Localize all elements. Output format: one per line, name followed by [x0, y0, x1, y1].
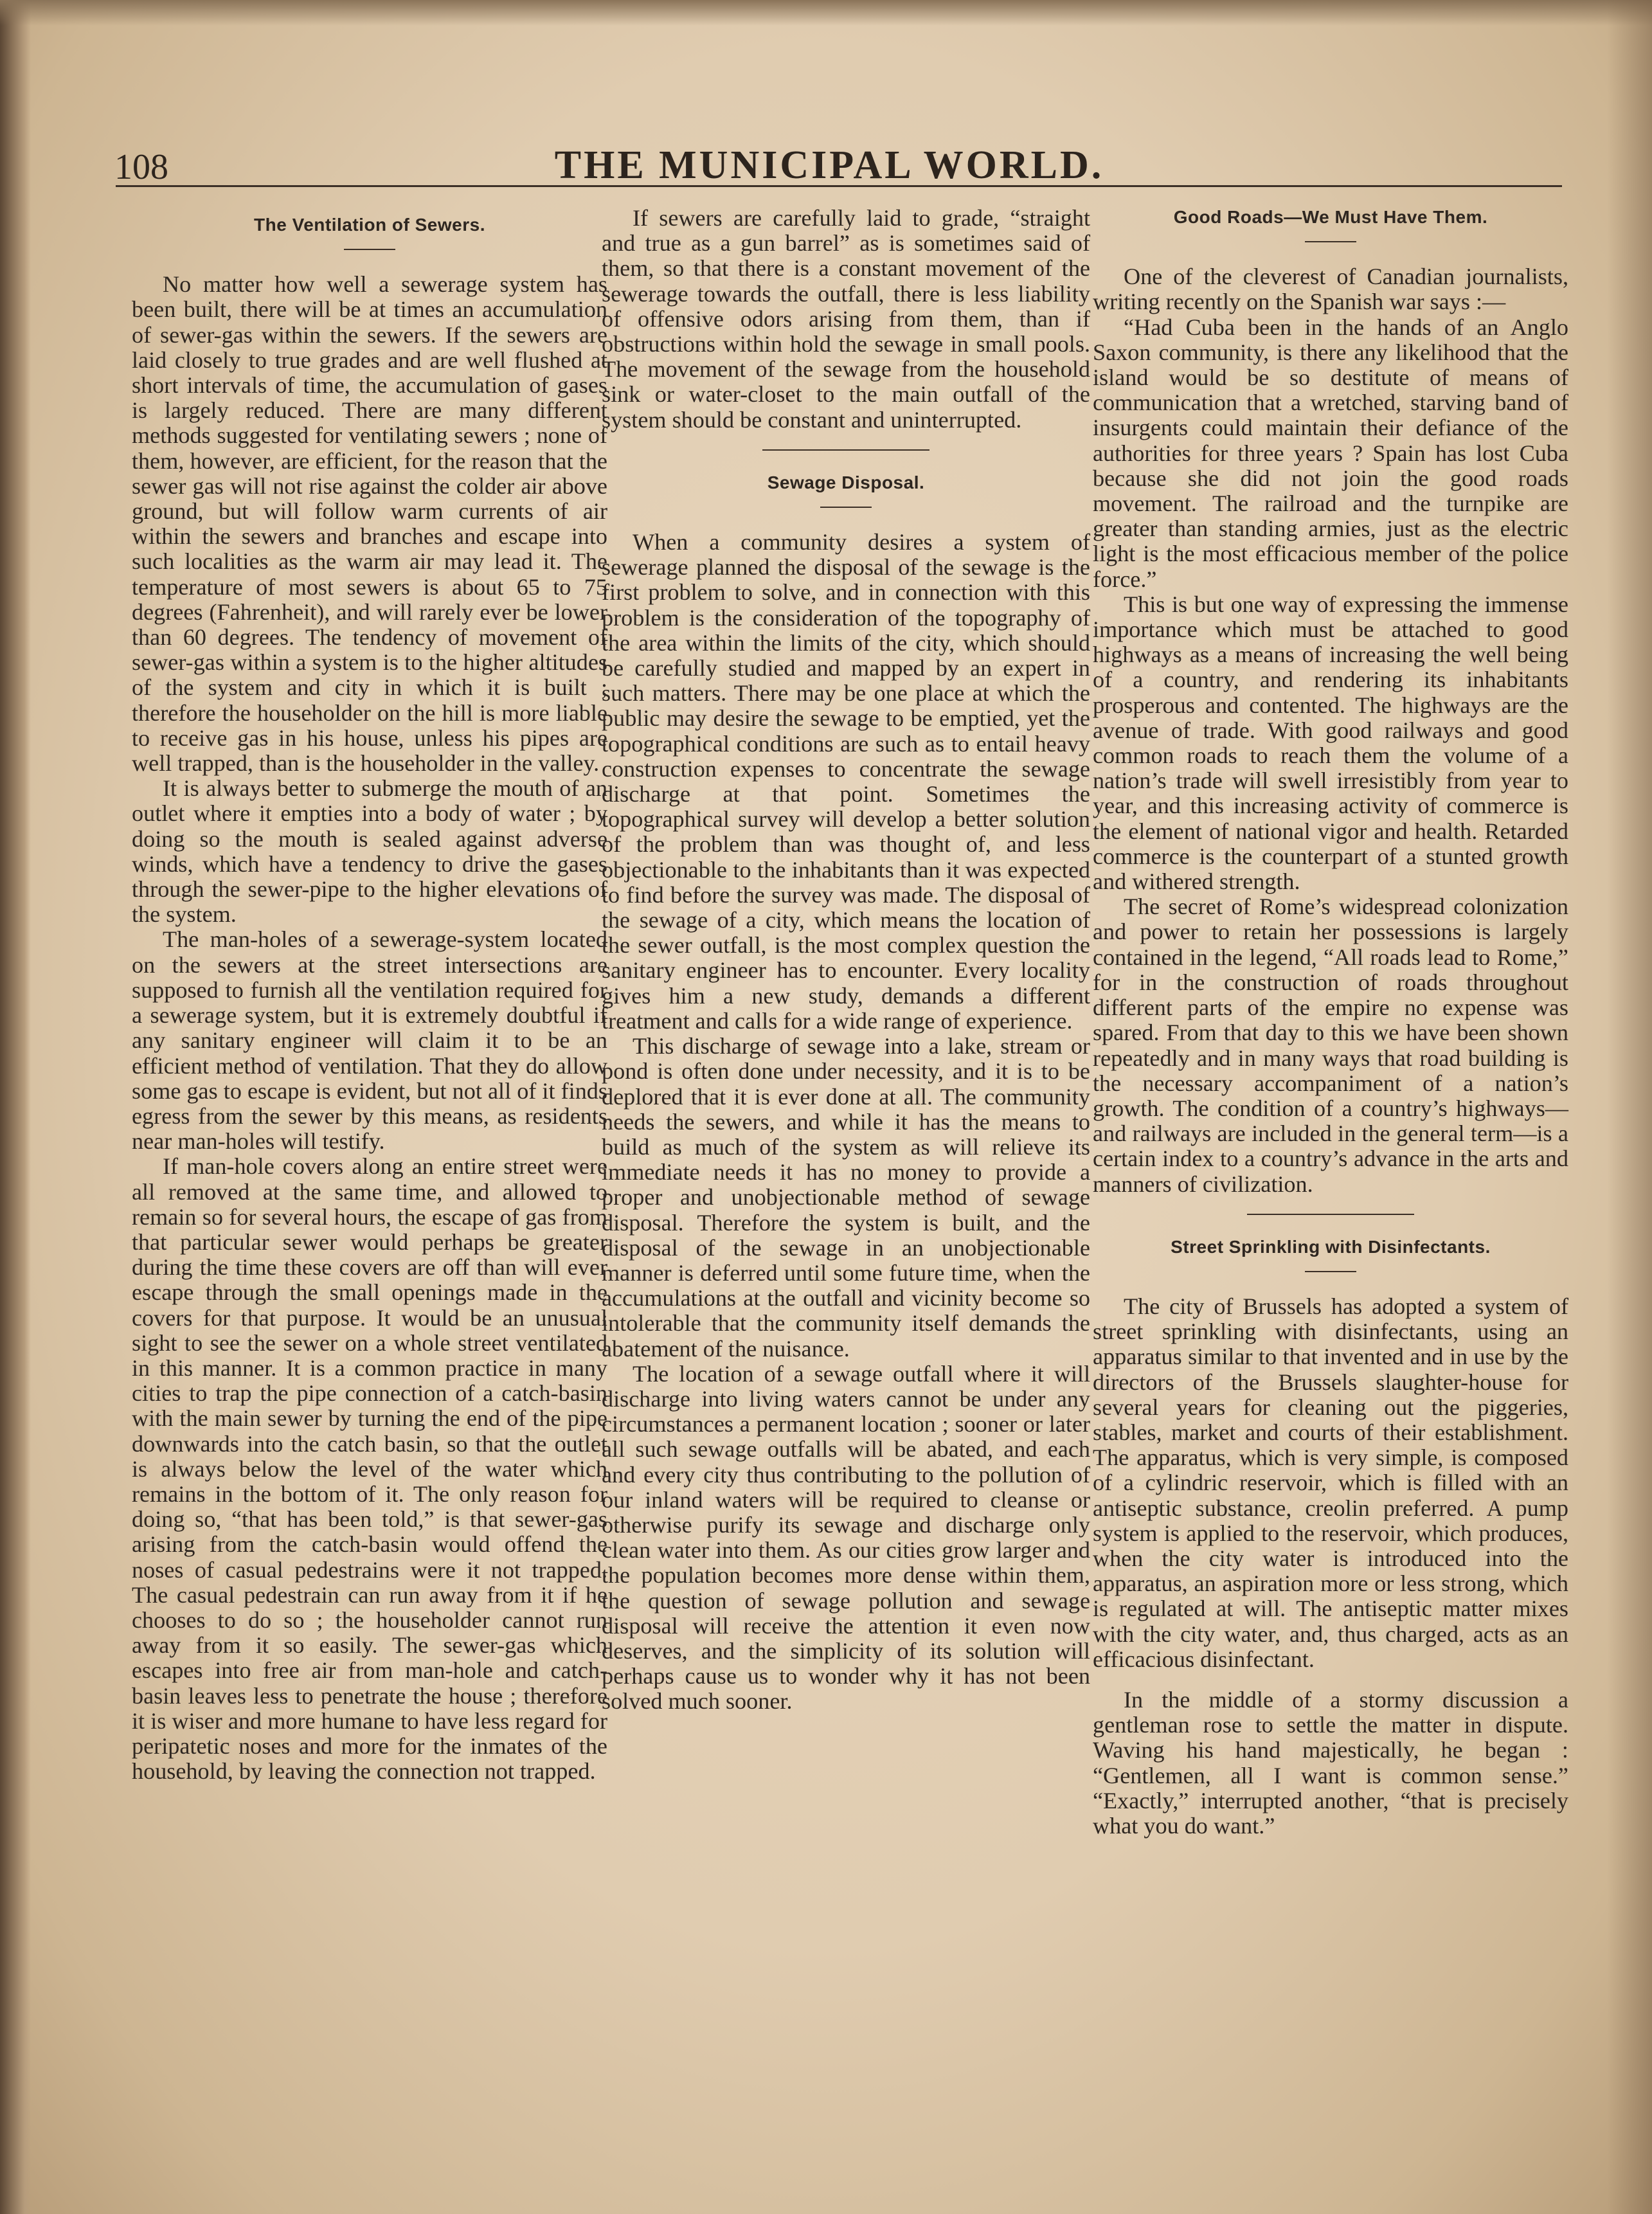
header-rule — [116, 185, 1562, 187]
paragraph: No matter how well a sewerage system has been built, there will be at times an accumulation of sewer-gas within the sewers. If the sewers are laid closely to true grades and are well flushed at short intervals of time, the accumulation of gases is largely reduced. There are many different methods suggested for ventilating sewers ; none of them, however, are efficient, for the reason that the sewer gas will not rise against the colder air above ground, but will follow warm currents of air within the sewers and branches and escape into such localities as the warm air may lead it. The temperature of most sewers is about 65 to 75 degrees (Fahrenheit), and will rarely ever be lower than 60 degrees. The tendency of movement of sewer-gas within a system is to the higher altitudes of the system and city in which it is built ; therefore the householder on the hill is more liable to receive gas in his house, unless his pipes are well trapped, than is the householder in the valley. — [132, 271, 607, 777]
section-divider — [1247, 1214, 1414, 1215]
article-title-disposal: Sewage Disposal. — [767, 472, 925, 492]
article-title-sprinkling: Street Sprinkling with Disinfectants. — [1171, 1236, 1491, 1257]
masthead-title: THE MUNICIPAL WORLD. — [554, 143, 1104, 187]
paragraph: If man-hole covers along an entire street were all removed at the same time, and allowed to remain so for several hours, the escape of gas from that particular sewer would perhaps be greater during the time these covers are off than will ever escape through the small openings made in the covers for that purpose. It would be an unusual sight to see the sewer on a whole street ventilated in this manner. It is a common practice in many cities to trap the pipe connection of a catch-basin with the main sewer by turning the end of the pipe downwards into the catch basin, so that the outlet is always below the level of the water which remains in the bottom of it. The only reason for doing so, “that has been told,” is that sewer-gas arising from the catch-basin would offend the noses of casual pedestrains were it not trapped. The casual pedestrain can run away from it if he chooses to do so ; the householder cannot run away from it so easily. The sewer-gas which escapes into free air from man-hole and catch-basin leaves less to penetrate the house ; therefore it is wiser and more humane to have less regard for peripatetic noses and more for the inmates of the household, by leaving the connection not trapped. — [132, 1153, 607, 1785]
paragraph: The secret of Rome’s widespread colonization and power to retain her possessions is largely contained in the legend, “All roads lead to Rome,” for in the construction of roads throughout different parts of the empire no expense was spared. From that day to this we have been shown repeatedly and in many ways that road building is the necessary accompaniment of a nation’s growth. The condition of a country’s highways—and railways are included in the general term—is a certain index to a country’s advance in the arts and manners of civilization. — [1093, 894, 1568, 1197]
paragraph: This discharge of sewage into a lake, stream or pond is often done under necessity, and it is to be deplored that it is ever done at all. The community needs the sewers, and while it has the means to build as much of the system as will relieve its immediate needs it has no money to provide a proper and unobjectionable method of sewage disposal. Therefore the system is built, and the disposal of the sewage in an unobjectionable manner is deferred until some future time, when the accumulations at the outfall and vicinity become so intolerable that the community itself demands the abatement of the nuisance. — [602, 1033, 1090, 1362]
title-rule — [1305, 241, 1356, 242]
page-number: 108 — [114, 147, 168, 187]
paragraph: This is but one way of expressing the immense importance which must be attached to good highways as a means of increasing the well being of a country, and rendering its inhabitants prosperous and contented. The highways are the avenue of trade. With good railways and good common roads to reach them the volume of a nation’s trade will swell irresistibly from year to year, and this increasing activity of commerce is the element of national vigor and health. Retarded commerce is the counterpart of a stunted growth and withered strength. — [1093, 591, 1568, 895]
paragraph: The location of a sewage outfall where it will discharge into living waters cannot be under any circumstances a permanent location ; sooner or later all such sewage outfalls will be abated, and each and every city thus contributing to the pollution of our inland waters will be required to cleanse or otherwise purify its sewage and discharge only clean water into them. As our cities grow larger and the population becomes more dense within them, the question of sewage pollution and sewage disposal will receive the attention it even now deserves, and the simplicity of its solution will perhaps cause us to wonder why it has not been solved much sooner. — [602, 1360, 1090, 1715]
paragraph: If sewers are carefully laid to grade, “straight and true as a gun barrel” as is sometimes said of them, so that there is a constant movement of the sewerage towards the outfall, there is less liability of offensive odors arising from them, than if obstructions within hold the sewage in small pools. The movement of the sewage from the household sink or water-closet to the main outfall of the system should be constant and uninterrupted. — [602, 205, 1090, 433]
column-3 — [1093, 204, 1568, 1839]
paragraph: When a community desires a system of sewerage planned the disposal of the sewage is the first problem to solve, and in connection with this problem is the consideration of the topography of the area within the limits of the city, which should be carefully studied and mapped by an expert in such matters. There may be one place at which the public may desire the sewage to be emptied, yet the topographical conditions are such as to entail heavy construction expenses to concentrate the sewage discharge at that point. Sometimes the topographical survey will develop a better solution of the problem than was thought of, and less objectionable to the inhabitants than it was expected to find before the survey was made. The disposal of the sewage of a city, which means the location of the sewer outfall, is the most complex question the sanitary engineer has to encounter. Every locality gives him a new study, demands a different treatment and calls for a wide range of experience. — [602, 529, 1090, 1034]
paragraph: The man-holes of a sewerage-system located on the sewers at the street intersections are supposed to furnish all the ventilation required for a sewerage system, but it is extremely doubtful if any sanitary engineer will claim it to be an efficient method of ventilation. That they do allow some gas to escape is evident, but not all of it finds egress from the sewer by this means, as residents near man-holes will testify. — [132, 926, 607, 1155]
column-2 — [602, 206, 1090, 1715]
section-divider — [762, 449, 929, 451]
title-rule — [820, 507, 872, 508]
article-title-ventilation: The Ventilation of Sewers. — [254, 215, 485, 235]
book-binding — [0, 0, 31, 2214]
paragraph: In the middle of a stormy discussion a gentleman rose to settle the matter in dispute. Waving his hand majestically, he began : “Gentlemen, all I want is common sense.” “Exactly,” interrupted another, “that is precisely what you do want.” — [1093, 1686, 1568, 1839]
title-rule — [1305, 1271, 1356, 1272]
page-top-shadow — [0, 0, 1652, 26]
paragraph: One of the cleverest of Canadian journalists, writing recently on the Spanish war says :— — [1093, 264, 1568, 315]
paragraph: “Had Cuba been in the hands of an Anglo Saxon community, is there any likelihood that the island would be so destitute of means of communication that a wretched, starving band of insurgents could maintain their defiance of the authorities for three years ? Spain has lost Cuba because she did not join the good roads movement. The railroad and the turnpike are greater than standing armies, just as the electric light is the most efficacious member of the police force.” — [1093, 314, 1568, 592]
column-1 — [132, 212, 607, 1784]
paragraph: The city of Brussels has adopted a system of street sprinkling with disinfectants, using an apparatus similar to that invented and in use by the directors of the Brussels slaughter-house for several years for cleaning out the piggeries, stables, market and courts of their establishment. The apparatus, which is very simple, is composed of a cylindric reservoir, which is filled with an antiseptic substance, creolin preferred. A pump system is applied to the reservoir, which produces, when the city water is introduced into the apparatus, an aspiration more or less strong, which is regulated at will. The antiseptic matter mixes with the city water, and, thus charged, acts as an efficacious disinfectant. — [1093, 1293, 1568, 1672]
article-title-roads: Good Roads—We Must Have Them. — [1173, 207, 1488, 227]
title-rule — [344, 249, 395, 250]
paragraph: It is always better to submerge the mouth of an outlet where it empties into a body of water ; by doing so the mouth is sealed against adverse winds, which have a tendency to drive the gases through the sewer-pipe to the higher elevations of the system. — [132, 775, 607, 928]
page-edge-shadow — [1607, 0, 1652, 2214]
